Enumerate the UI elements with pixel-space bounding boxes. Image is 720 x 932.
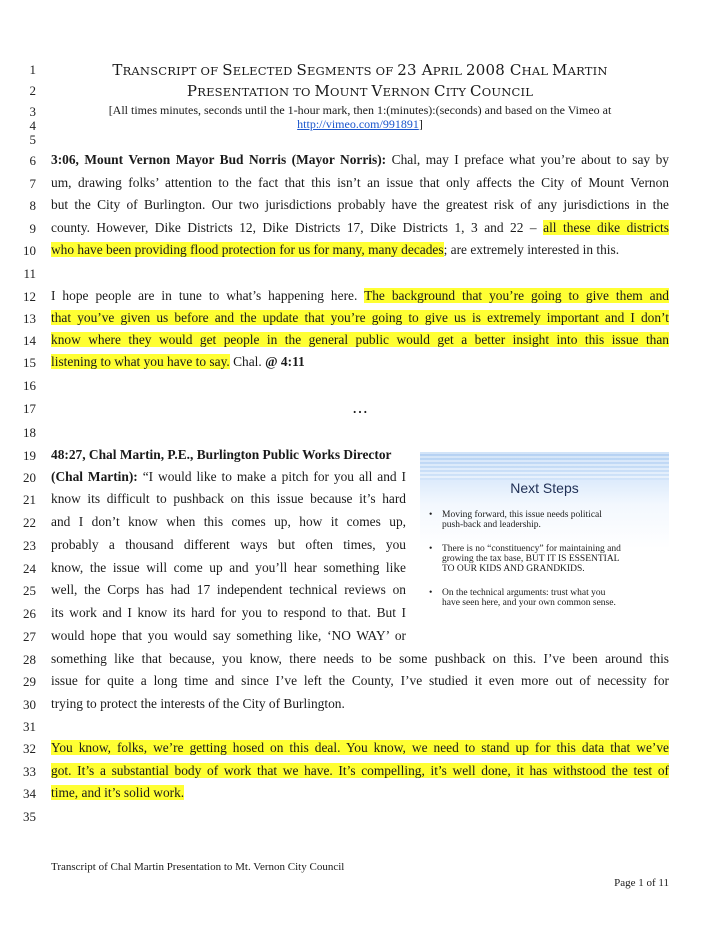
title-fragment: HAL: [521, 64, 553, 78]
line-number: 9: [29, 221, 36, 236]
line-number: 5: [29, 132, 36, 147]
text-line-23: probably a thousand different ways but often times, you: [51, 537, 406, 552]
text-line-8: but the City of Burlington. Our two jurisdictions probably have the greatest risk of any jurisdictions in the: [51, 197, 669, 212]
title-note-close: ]: [418, 117, 423, 131]
slide-next-steps: [420, 452, 669, 628]
title-fragment: ITY: [445, 85, 470, 99]
title-note: [51, 103, 669, 118]
timestamp: @ 4:11: [265, 354, 305, 369]
bullet-dot: •: [429, 544, 433, 554]
title-fragment: 2008 C: [465, 61, 522, 79]
title-fragment: ELECTED: [232, 64, 297, 78]
text-line-7: um, drawing folks’ attention to the fact that this isn’t an issue that only affects the City of Mount Vernon: [51, 175, 669, 190]
highlighted-text: that you’ve given us before and the update that you’re going to give us is extremely important and I don’t: [51, 310, 669, 325]
title-fragment: 23 A: [397, 61, 433, 79]
speaker-chal-martin: 48:27, Chal Martin, P.E., Burlington Public Works Director: [51, 447, 392, 462]
text-span: ; are extremely interested in this.: [443, 242, 620, 257]
line-number: 6: [29, 153, 36, 168]
line-number: 4: [29, 118, 36, 133]
text-span: Chal.: [229, 354, 266, 369]
text-span: Chal, may I preface what you’re about to say by: [386, 152, 669, 167]
title-fragment: RESENTATION TO: [197, 85, 315, 99]
bullet-text: have seen here, and your own common sense.: [442, 598, 616, 608]
text-line-15: [51, 354, 669, 370]
text-line-34: [51, 785, 669, 801]
slide-bullet-3: [429, 588, 657, 608]
bullet-text: Moving forward, this issue needs political: [442, 510, 602, 520]
text-line-20: [51, 469, 406, 485]
line-number: 19: [23, 448, 36, 463]
line-number: 15: [23, 355, 36, 370]
line-number: 17: [23, 401, 36, 416]
title-fragment: RANSCRIPT OF: [122, 64, 223, 78]
text-line-28: something like that because, you know, there needs to be some pushback on this. I’ve been around this: [51, 651, 669, 666]
title-fragment: P: [186, 82, 198, 100]
title-fragment: EGMENTS OF: [306, 64, 398, 78]
line-number: 11: [23, 266, 36, 281]
text-line-22: and I don’t know when this comes up, how it comes up,: [51, 514, 406, 529]
bullet-text: push-back and leadership.: [442, 520, 541, 530]
line-number: 28: [23, 652, 36, 667]
highlighted-text: know where they would get people in the general public would get a better insight into this issue than: [51, 332, 669, 347]
line-number: 20: [23, 470, 36, 485]
line-number: 13: [23, 311, 36, 326]
slide-title: Next Steps: [510, 480, 579, 496]
title-fragment: S: [222, 61, 233, 79]
text-line-25: well, the Corps has had 17 independent technical reviews on: [51, 582, 406, 597]
line-number: 34: [23, 786, 36, 801]
line-number: 14: [23, 333, 36, 348]
line-number: 23: [23, 538, 36, 553]
line-number: 24: [23, 561, 36, 576]
line-number: 35: [23, 809, 36, 824]
title-fragment: S: [296, 61, 307, 79]
line-number: 12: [23, 289, 36, 304]
highlighted-text: You know, folks, we’re getting hosed on this deal. You know, we need to stand up for this data that we’ve: [51, 740, 669, 755]
text-line-13: [51, 310, 669, 326]
bullet-text: TO OUR KIDS AND GRANDKIDS.: [442, 564, 585, 574]
line-number: 25: [23, 583, 36, 598]
text-line-33: [51, 763, 669, 779]
line-number: 3: [29, 104, 36, 119]
vimeo-link[interactable]: http://vimeo.com/991891: [297, 117, 419, 131]
title-fragment: ARTIN: [567, 64, 608, 78]
title-fragment: PRIL: [432, 64, 466, 78]
text-line-14: [51, 332, 669, 348]
bullet-text: There is no “constituency” for maintaining and: [442, 544, 621, 554]
line-number: 29: [23, 674, 36, 689]
text-line-29: issue for quite a long time and since I’ve left the County, I’ve studied it even more out of necessity for: [51, 673, 669, 688]
highlighted-text: The background that you’re going to give them and: [364, 288, 670, 303]
slide-header-band: [420, 452, 669, 480]
text-line-10: [51, 242, 669, 258]
line-number: 26: [23, 606, 36, 621]
title-fragment: C: [434, 82, 446, 100]
page-number: Page 1 of 11: [614, 877, 669, 889]
highlighted-text: got. It’s a substantial body of work that we have. It’s compelling, it’s well done, it has withstood the test of: [51, 763, 669, 778]
slide-bullet-2: [429, 544, 657, 574]
text-line-9: [51, 220, 669, 236]
title-line-2: [51, 82, 669, 100]
title-fragment: M: [314, 82, 331, 100]
title-note-text: [All times minutes, seconds until the 1-hour mark, then 1:(minutes):(seconds) and based on the Vimeo at: [108, 103, 612, 117]
text-line-32: [51, 740, 669, 756]
title-fragment: ERNON: [382, 85, 435, 99]
text-line-6: [51, 152, 669, 168]
line-number: 27: [23, 629, 36, 644]
text-line-30: trying to protect the interests of the City of Burlington.: [51, 696, 345, 711]
line-number: 16: [23, 378, 36, 393]
text-span: county. However, Dike Districts 12, Dike Districts 17, Dike Districts 1, 3 and 22 –: [51, 220, 544, 235]
line-number: 7: [29, 176, 36, 191]
line-number: 30: [23, 697, 36, 712]
footer-title: Transcript of Chal Martin Presentation to Mt. Vernon City Council: [51, 861, 345, 873]
title-fragment: V: [371, 82, 383, 100]
text-span: I hope people are in tune to what’s happening here.: [51, 288, 365, 303]
bullet-dot: •: [429, 510, 433, 520]
text-line-12: [51, 288, 669, 304]
highlighted-text: time, and it’s solid work.: [51, 785, 185, 800]
title-note-link-line: [51, 117, 669, 132]
slide-bullet-1: [429, 510, 657, 530]
line-number: 32: [23, 741, 36, 756]
line-number: 31: [23, 719, 36, 734]
text-line-24: know, the issue will come up and you’ll hear something like: [51, 560, 406, 575]
line-number: 22: [23, 515, 36, 530]
line-number: 1: [29, 62, 36, 77]
line-number: 21: [23, 492, 36, 507]
bullet-text: growing the tax base, BUT IT IS ESSENTIAL: [442, 554, 620, 564]
bullet-dot: •: [429, 588, 433, 598]
line-number: 2: [29, 83, 36, 98]
title-line-1: [51, 61, 669, 79]
text-line-26: its work and I know its hard for you to respond to that. But I: [51, 605, 406, 620]
line-number: 33: [23, 764, 36, 779]
text-line-27: would hope that you would say something like, ‘NO WAY’ or: [51, 628, 406, 643]
text-span: “I would like to make a pitch for you all and I: [137, 469, 407, 484]
title-fragment: T: [112, 61, 123, 79]
highlighted-text: listening to what you have to say.: [51, 354, 230, 369]
highlighted-text: who have been providing flood protection for us for many, many decades: [51, 242, 444, 257]
title-fragment: M: [552, 61, 568, 79]
bullet-text: On the technical arguments: trust what you: [442, 588, 606, 598]
title-fragment: C: [470, 82, 482, 100]
title-fragment: OUNCIL: [481, 85, 534, 99]
line-number: 10: [23, 243, 36, 258]
ellipsis: …: [352, 398, 368, 417]
title-fragment: OUNT: [330, 85, 372, 99]
highlighted-text: all these dike districts: [543, 220, 669, 235]
line-number: 8: [29, 198, 36, 213]
line-number: 18: [23, 425, 36, 440]
text-line-21: know its difficult to pushback on this issue because it’s hard: [51, 491, 406, 506]
speaker-mayor-norris: 3:06, Mount Vernon Mayor Bud Norris (Mayor Norris):: [51, 152, 387, 167]
speaker-tag: (Chal Martin):: [51, 469, 138, 484]
